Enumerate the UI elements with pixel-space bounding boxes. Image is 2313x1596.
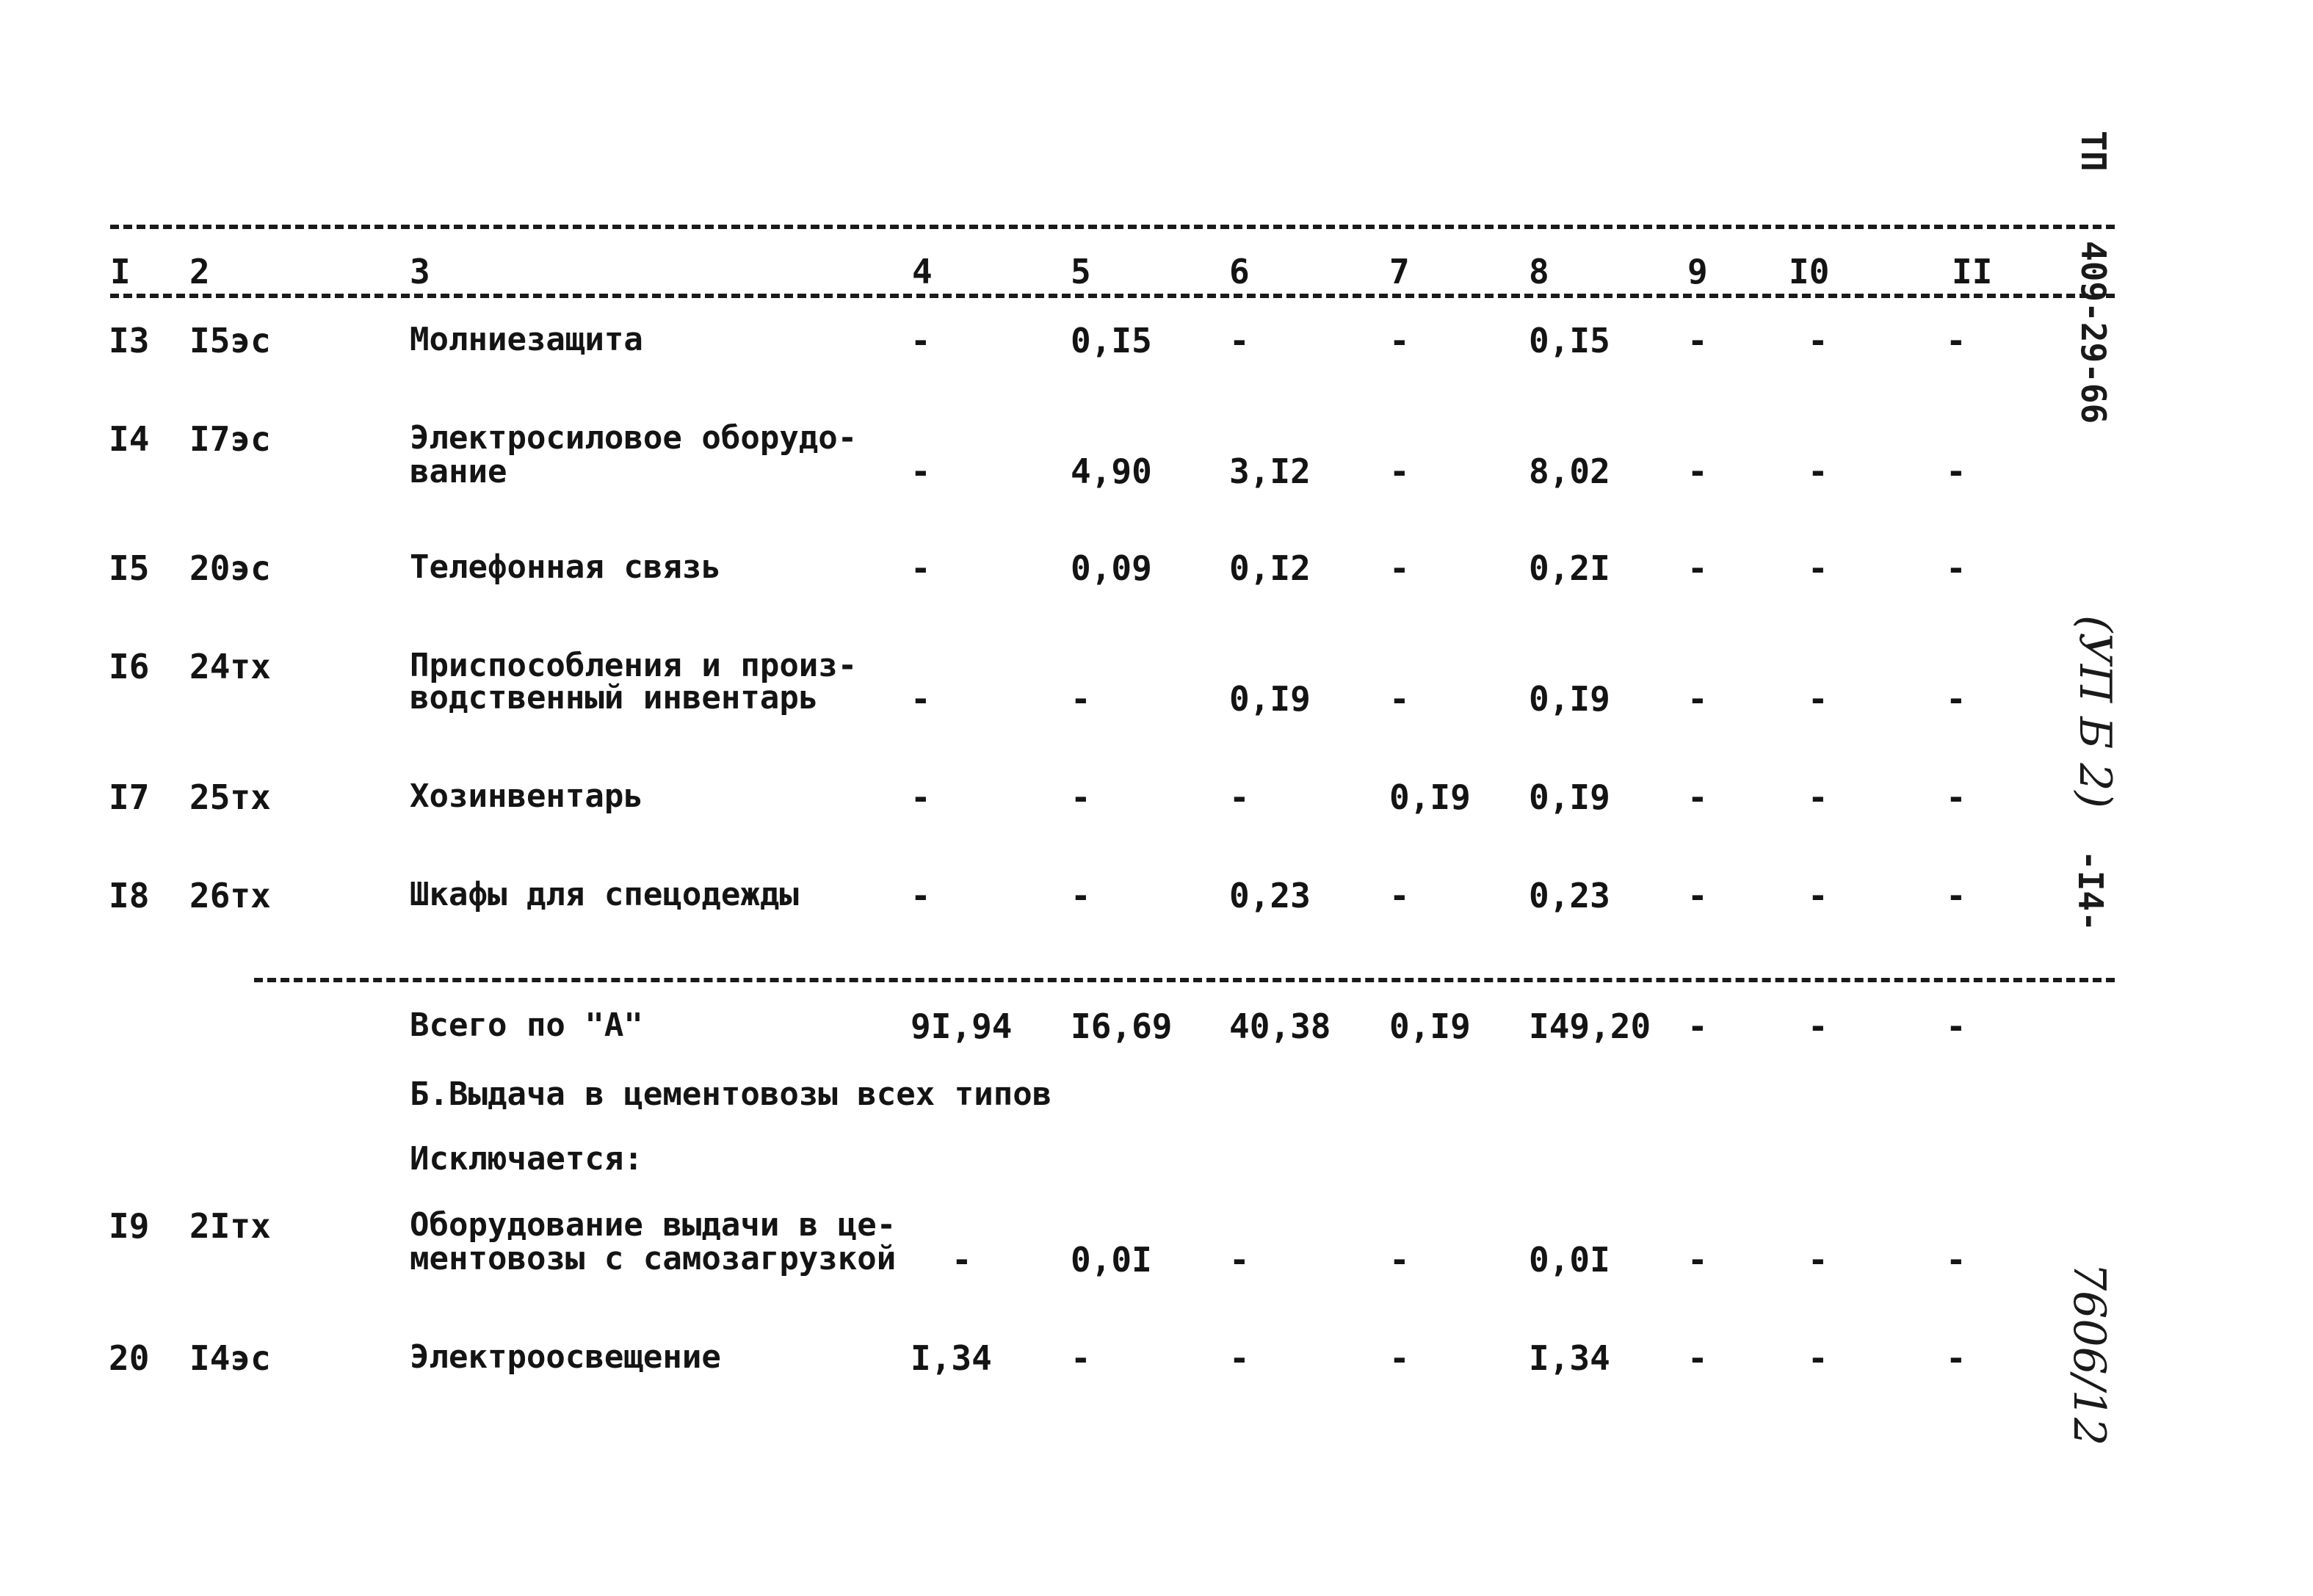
cell-col9: - — [1687, 876, 1708, 915]
cell-col6: 0,23 — [1229, 876, 1311, 915]
total-separator-rule — [254, 978, 2115, 982]
cell-col4: - — [911, 679, 931, 719]
col-header-7: 7 — [1389, 252, 1410, 291]
cell-col5: - — [1071, 876, 1091, 915]
cell-col8: 8,02 — [1529, 451, 1610, 491]
row-code: 24тх — [189, 647, 271, 686]
cell-col6: 0,I2 — [1229, 548, 1311, 588]
cell-col4: - — [911, 777, 931, 817]
cell-col6: - — [1229, 321, 1250, 360]
row-name: Хозинвентарь — [410, 777, 643, 815]
cell-col10: - — [1808, 679, 1828, 719]
cell-col5: 0,I5 — [1071, 321, 1152, 360]
row-code: I4эс — [189, 1338, 271, 1378]
row-name: Телефонная связь — [410, 548, 721, 586]
cell-col8: I,34 — [1529, 1338, 1610, 1378]
cell-col7: - — [1389, 679, 1410, 719]
row-number: I4 — [109, 419, 150, 459]
cell-col11: - — [1946, 321, 1966, 360]
row-code: I5эс — [189, 321, 271, 360]
total-col5: I6,69 — [1071, 1006, 1173, 1046]
col-header-8: 8 — [1529, 252, 1549, 291]
total-label: Всего по "А" — [410, 1006, 643, 1044]
cell-col4: - — [911, 451, 931, 491]
section-b-title: Б.Выдача в цементовозы всех типов — [410, 1076, 1052, 1113]
row-code: 20эс — [189, 548, 271, 588]
col-header-4: 4 — [912, 252, 933, 291]
col-header-3: 3 — [410, 252, 430, 291]
cell-col8: 0,I5 — [1529, 321, 1610, 360]
row-name: Шкафы для спецодежды — [410, 876, 799, 913]
row-number: I7 — [109, 777, 150, 817]
page-number: -I4- — [2071, 850, 2110, 932]
col-header-5: 5 — [1071, 252, 1091, 291]
row-code: 26тх — [189, 876, 271, 915]
cell-col8: 0,2I — [1529, 548, 1610, 588]
cell-col11: - — [1946, 1240, 1966, 1280]
cell-col10: - — [1808, 1338, 1828, 1378]
cell-col9: - — [1687, 1338, 1708, 1378]
album-label: (УП Б 2) — [2069, 615, 2121, 808]
total-col11: - — [1946, 1006, 1966, 1046]
cell-col7: 0,I9 — [1389, 777, 1471, 817]
row-number: I6 — [109, 647, 150, 686]
total-col7: 0,I9 — [1389, 1006, 1471, 1046]
cell-col7: - — [1389, 321, 1410, 360]
cell-col5: 4,90 — [1071, 451, 1152, 491]
row-name: Электроосвещение — [410, 1338, 721, 1376]
col-header-9: 9 — [1687, 252, 1708, 291]
cell-col6: - — [1229, 1338, 1250, 1378]
cell-col11: - — [1946, 679, 1966, 719]
cell-col11: - — [1946, 777, 1966, 817]
row-number: I9 — [109, 1206, 150, 1246]
total-col9: - — [1687, 1006, 1708, 1046]
row-name-line-2: водственный инвентарь — [410, 679, 819, 717]
cell-col5: 0,09 — [1071, 548, 1152, 588]
row-name: Молниезащита — [410, 321, 643, 358]
row-name-line-2: ментовозы с самозагрузкой — [410, 1240, 897, 1277]
cell-col6: - — [1229, 777, 1250, 817]
cell-col7: - — [1389, 451, 1410, 491]
cell-col9: - — [1687, 679, 1708, 719]
col-header-6: 6 — [1229, 252, 1250, 291]
cell-col6: 0,I9 — [1229, 679, 1311, 719]
row-code: 25тх — [189, 777, 271, 817]
cell-col6: 3,I2 — [1229, 451, 1311, 491]
row-name-line-1: Электросиловое оборудо- — [410, 419, 858, 457]
cell-col8: 0,I9 — [1529, 679, 1610, 719]
cell-col10: - — [1808, 451, 1828, 491]
cell-col9: - — [1687, 548, 1708, 588]
cell-col5: - — [1071, 679, 1091, 719]
cell-col8: 0,0I — [1529, 1240, 1610, 1280]
cell-col9: - — [1687, 451, 1708, 491]
col-header-2: 2 — [189, 252, 210, 291]
total-col8: I49,20 — [1529, 1006, 1651, 1046]
header-bottom-rule — [110, 294, 2115, 298]
col-header-10: I0 — [1789, 252, 1830, 291]
cell-col5: - — [1071, 777, 1091, 817]
cell-col8: 0,I9 — [1529, 777, 1610, 817]
cell-col4: - — [911, 876, 931, 915]
cell-col7: - — [1389, 548, 1410, 588]
row-code: I7эс — [189, 419, 271, 459]
row-number: I3 — [109, 321, 150, 360]
cell-col5: - — [1071, 1338, 1091, 1378]
col-header-1: I — [110, 252, 131, 291]
cell-col11: - — [1946, 451, 1966, 491]
row-name-line-1: Приспособления и произ- — [410, 647, 858, 684]
row-code: 2Iтх — [189, 1206, 271, 1246]
row-number: I8 — [109, 876, 150, 915]
cell-col8: 0,23 — [1529, 876, 1610, 915]
row-name-line-1: Оборудование выдачи в це- — [410, 1206, 897, 1244]
cell-col4: - — [952, 1240, 972, 1280]
cell-col11: - — [1946, 876, 1966, 915]
total-col6: 40,38 — [1229, 1006, 1331, 1046]
cell-col9: - — [1687, 321, 1708, 360]
project-type-label: ТП — [2074, 131, 2113, 172]
cell-col4: I,34 — [911, 1338, 992, 1378]
cell-col4: - — [911, 321, 931, 360]
project-code-label: 409-29-66 — [2074, 241, 2113, 424]
row-number: I5 — [109, 548, 150, 588]
cell-col10: - — [1808, 777, 1828, 817]
row-name-line-2: вание — [410, 453, 507, 490]
cell-col9: - — [1687, 777, 1708, 817]
cell-col9: - — [1687, 1240, 1708, 1280]
cell-col10: - — [1808, 548, 1828, 588]
col-header-11: II — [1952, 252, 1993, 291]
header-top-rule — [110, 225, 2115, 229]
cell-col10: - — [1808, 321, 1828, 360]
cell-col10: - — [1808, 1240, 1828, 1280]
total-col10: - — [1808, 1006, 1828, 1046]
cell-col7: - — [1389, 876, 1410, 915]
inventory-number: 7606/12 — [2063, 1263, 2115, 1446]
cell-col11: - — [1946, 548, 1966, 588]
cell-col7: - — [1389, 1338, 1410, 1378]
cell-col5: 0,0I — [1071, 1240, 1152, 1280]
total-col4: 9I,94 — [911, 1006, 1013, 1046]
cell-col7: - — [1389, 1240, 1410, 1280]
cell-col10: - — [1808, 876, 1828, 915]
section-b-note: Исключается: — [410, 1140, 643, 1178]
cell-col6: - — [1229, 1240, 1250, 1280]
row-number: 20 — [109, 1338, 150, 1378]
cell-col11: - — [1946, 1338, 1966, 1378]
cell-col4: - — [911, 548, 931, 588]
